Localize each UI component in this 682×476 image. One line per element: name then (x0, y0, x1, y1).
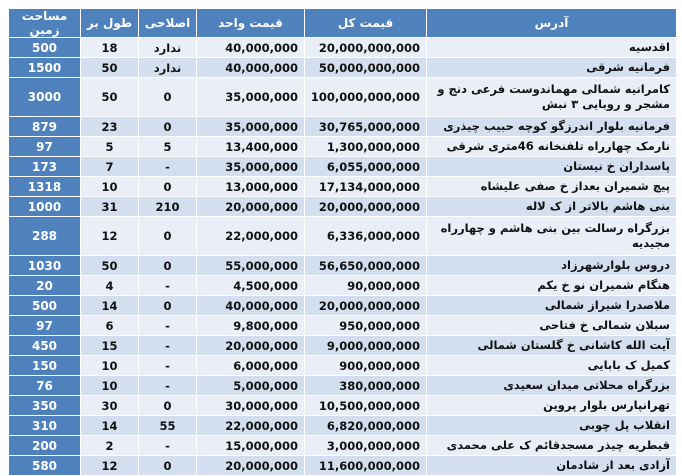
listing-table-container (8, 8, 676, 473)
cell-address: بزرگراه رسالت بین بنی هاشم و چهارراه مجیدیه (427, 217, 677, 256)
cell-address: بنی هاشم بالاتر از ک لاله (427, 197, 677, 217)
cell-area: 97 (9, 316, 81, 336)
cell-unit-price: 35,000,000 (197, 117, 305, 137)
cell-address: بزرگراه محلاتی میدان سعیدی (427, 376, 677, 396)
cell-width: 14 (81, 296, 139, 316)
header-area: مساحت زمین (9, 9, 81, 38)
cell-unit-price: 9,800,000 (197, 316, 305, 336)
cell-area: 20 (9, 276, 81, 296)
cell-total-price: 950,000,000 (305, 316, 427, 336)
cell-area: 500 (9, 296, 81, 316)
cell-permit: - (139, 356, 197, 376)
cell-area: 97 (9, 137, 81, 157)
cell-total-price: 1,300,000,000 (305, 137, 427, 157)
cell-width: 12 (81, 217, 139, 256)
header-address: آدرس (427, 9, 677, 38)
cell-width: 5 (81, 137, 139, 157)
cell-permit: 210 (139, 197, 197, 217)
table-row (9, 456, 677, 476)
cell-total-price: 20,000,000,000 (305, 197, 427, 217)
cell-area: 1500 (9, 58, 81, 78)
cell-address: تهرانپارس بلوار پروین (427, 396, 677, 416)
table-row (9, 376, 677, 396)
cell-total-price: 6,820,000,000 (305, 416, 427, 436)
cell-address: نارمک چهارراه تلفنخانه 46متری شرقی (427, 137, 677, 157)
cell-width: 31 (81, 197, 139, 217)
cell-total-price: 100,000,000,000 (305, 78, 427, 117)
cell-total-price: 30,765,000,000 (305, 117, 427, 137)
table-row (9, 336, 677, 356)
cell-area: 350 (9, 396, 81, 416)
header-total-price: قیمت کل (305, 9, 427, 38)
cell-total-price: 9,000,000,000 (305, 336, 427, 356)
cell-address: آزادی بعد از شادمان (427, 456, 677, 476)
cell-address: فرمانیه بلوار اندرزگو کوچه حبیب چیذری (427, 117, 677, 137)
cell-permit: 55 (139, 416, 197, 436)
cell-permit: 0 (139, 456, 197, 476)
table-row (9, 217, 677, 256)
cell-unit-price: 40,000,000 (197, 296, 305, 316)
cell-total-price: 20,000,000,000 (305, 38, 427, 58)
table-row (9, 38, 677, 58)
cell-width: 50 (81, 256, 139, 276)
cell-width: 50 (81, 58, 139, 78)
cell-area: 288 (9, 217, 81, 256)
cell-permit: 0 (139, 396, 197, 416)
table-row (9, 137, 677, 157)
cell-unit-price: 35,000,000 (197, 78, 305, 117)
table-row (9, 58, 677, 78)
cell-permit: 0 (139, 217, 197, 256)
cell-permit: ندارد (139, 58, 197, 78)
cell-unit-price: 13,000,000 (197, 177, 305, 197)
cell-unit-price: 4,500,000 (197, 276, 305, 296)
cell-width: 15 (81, 336, 139, 356)
cell-address: ملاصدرا شیراز شمالی (427, 296, 677, 316)
cell-area: 1000 (9, 197, 81, 217)
cell-address: پیچ شمیران بعداز خ صفی علیشاه (427, 177, 677, 197)
cell-unit-price: 22,000,000 (197, 416, 305, 436)
cell-total-price: 50,000,000,000 (305, 58, 427, 78)
header-unit-price: قیمت واحد (197, 9, 305, 38)
cell-address: انقلاب پل چوبی (427, 416, 677, 436)
cell-unit-price: 5,000,000 (197, 376, 305, 396)
cell-total-price: 900,000,000 (305, 356, 427, 376)
cell-unit-price: 13,400,000 (197, 137, 305, 157)
cell-address: پاسداران خ نیستان (427, 157, 677, 177)
cell-width: 14 (81, 416, 139, 436)
cell-width: 7 (81, 157, 139, 177)
cell-total-price: 3,000,000,000 (305, 436, 427, 456)
cell-area: 500 (9, 38, 81, 58)
table-row (9, 256, 677, 276)
cell-unit-price: 55,000,000 (197, 256, 305, 276)
cell-width: 2 (81, 436, 139, 456)
header-permit: اصلاحی (139, 9, 197, 38)
cell-permit: 5 (139, 137, 197, 157)
cell-width: 50 (81, 78, 139, 117)
cell-total-price: 6,336,000,000 (305, 217, 427, 256)
cell-permit: 0 (139, 296, 197, 316)
cell-permit: 0 (139, 117, 197, 137)
cell-unit-price: 40,000,000 (197, 58, 305, 78)
table-row (9, 356, 677, 376)
table-row (9, 197, 677, 217)
cell-address: کامرانیه شمالی مهماندوست فرعی دنج و مشجر و روبایی ۳ نبش (427, 78, 677, 117)
cell-area: 879 (9, 117, 81, 137)
cell-unit-price: 30,000,000 (197, 396, 305, 416)
property-listing-table (8, 8, 677, 476)
cell-width: 18 (81, 38, 139, 58)
table-row (9, 416, 677, 436)
cell-width: 23 (81, 117, 139, 137)
cell-total-price: 90,000,000 (305, 276, 427, 296)
cell-address: هنگام شمیران نو خ یکم (427, 276, 677, 296)
cell-address: سبلان شمالی خ فتاحی (427, 316, 677, 336)
cell-permit: - (139, 276, 197, 296)
table-row (9, 276, 677, 296)
table-row (9, 436, 677, 456)
cell-unit-price: 22,000,000 (197, 217, 305, 256)
cell-width: 10 (81, 376, 139, 396)
cell-area: 150 (9, 356, 81, 376)
cell-total-price: 56,650,000,000 (305, 256, 427, 276)
cell-area: 3000 (9, 78, 81, 117)
cell-permit: - (139, 157, 197, 177)
cell-width: 6 (81, 316, 139, 336)
cell-address: اقدسیه (427, 38, 677, 58)
cell-area: 580 (9, 456, 81, 476)
cell-unit-price: 6,000,000 (197, 356, 305, 376)
cell-width: 10 (81, 177, 139, 197)
cell-unit-price: 15,000,000 (197, 436, 305, 456)
cell-permit: 0 (139, 177, 197, 197)
cell-address: دروس بلوارشهرزاد (427, 256, 677, 276)
cell-width: 12 (81, 456, 139, 476)
cell-total-price: 20,000,000,000 (305, 296, 427, 316)
cell-area: 200 (9, 436, 81, 456)
cell-total-price: 11,600,000,000 (305, 456, 427, 476)
cell-address: آیت الله کاشانی خ گلستان شمالی (427, 336, 677, 356)
cell-permit: 0 (139, 256, 197, 276)
cell-address: کمیل ک بابایی (427, 356, 677, 376)
cell-area: 450 (9, 336, 81, 356)
cell-unit-price: 20,000,000 (197, 336, 305, 356)
cell-width: 10 (81, 356, 139, 376)
cell-unit-price: 20,000,000 (197, 197, 305, 217)
cell-address: فرمانیه شرقی (427, 58, 677, 78)
cell-area: 310 (9, 416, 81, 436)
cell-area: 1318 (9, 177, 81, 197)
table-row (9, 157, 677, 177)
header-width: طول بر (81, 9, 139, 38)
cell-unit-price: 40,000,000 (197, 38, 305, 58)
cell-width: 4 (81, 276, 139, 296)
table-row (9, 316, 677, 336)
cell-area: 76 (9, 376, 81, 396)
cell-total-price: 6,055,000,000 (305, 157, 427, 177)
table-row (9, 177, 677, 197)
table-row (9, 117, 677, 137)
cell-permit: ندارد (139, 38, 197, 58)
table-row (9, 78, 677, 117)
cell-area: 173 (9, 157, 81, 177)
table-header-row (9, 9, 677, 38)
cell-unit-price: 20,000,000 (197, 456, 305, 476)
cell-permit: - (139, 336, 197, 356)
cell-total-price: 17,134,000,000 (305, 177, 427, 197)
cell-permit: - (139, 376, 197, 396)
cell-unit-price: 35,000,000 (197, 157, 305, 177)
cell-area: 1030 (9, 256, 81, 276)
table-row (9, 396, 677, 416)
cell-total-price: 10,500,000,000 (305, 396, 427, 416)
cell-total-price: 380,000,000 (305, 376, 427, 396)
cell-permit: - (139, 436, 197, 456)
cell-address: قیطریه چیذر مسجدقائم ک علی محمدی (427, 436, 677, 456)
table-body (9, 38, 677, 476)
cell-permit: - (139, 316, 197, 336)
table-row (9, 296, 677, 316)
cell-width: 30 (81, 396, 139, 416)
cell-permit: 0 (139, 78, 197, 117)
